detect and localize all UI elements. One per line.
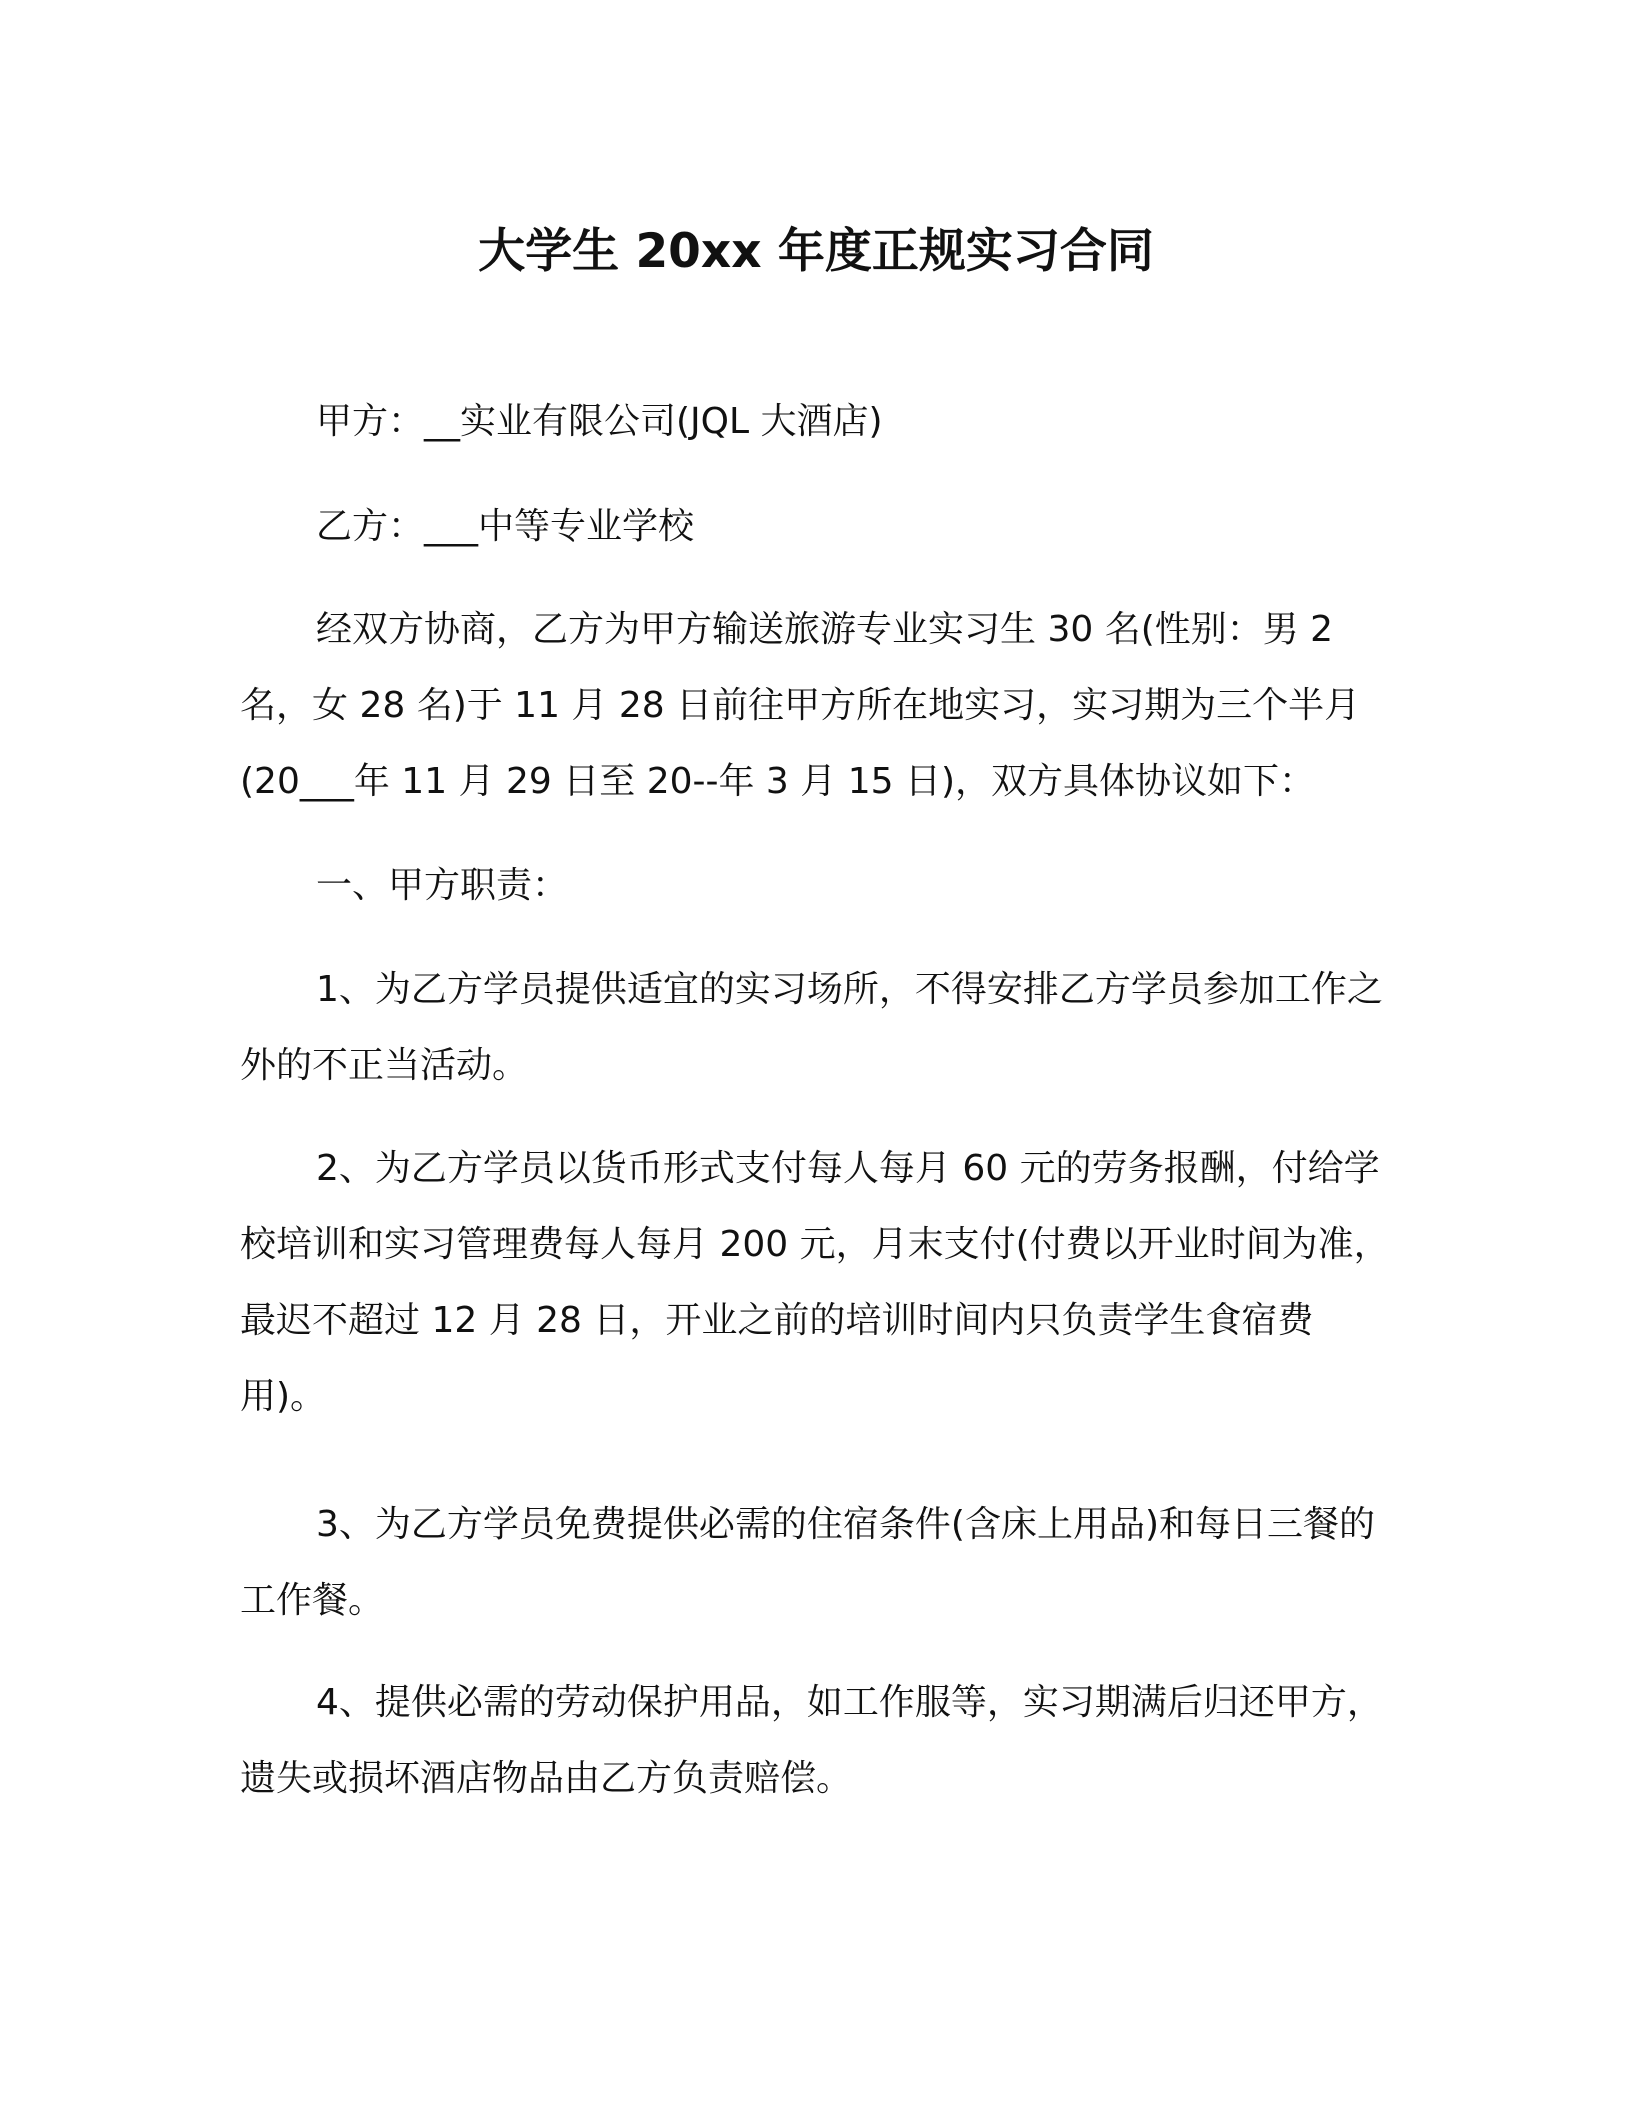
duty-item-3: 3、为乙方学员免费提供必需的住宿条件(含床上用品)和每日三餐的工作餐。 bbox=[240, 1504, 1375, 1621]
section-heading-party-a-duties: 一、甲方职责： bbox=[316, 865, 569, 906]
duty-item-1: 1、为乙方学员提供适宜的实习场所，不得安排乙方学员参加工作之外的不正当活动。 bbox=[240, 969, 1383, 1086]
document-title: 大学生 20xx 年度正规实习合同 bbox=[478, 224, 1154, 279]
duty-item-4: 4、提供必需的劳动保护用品，如工作服等，实习期满后归还甲方，遗失或损坏酒店物品由乙方负责赔偿。 bbox=[240, 1682, 1383, 1799]
intro-paragraph: 经双方协商，乙方为甲方输送旅游专业实习生 30 名(性别：男 2 名，女 28 名)于 11 月 28 日前往甲方所在地实习，实习期为三个半月(20___年 11 月 29 日至 20--年 3 月 15 日)，双方具体协议如下： bbox=[240, 609, 1361, 802]
duty-item-2: 2、为乙方学员以货币形式支付每人每月 60 元的劳务报酬，付给学校培训和实习管理费每人每月 200 元，月末支付(付费以开业时间为准，最迟不超过 12 月 28 日，开业之前的培训时间内只负责学生食宿费用)。 bbox=[240, 1148, 1390, 1417]
party-b-line: 乙方：___中等专业学校 bbox=[316, 506, 695, 547]
party-a-line: 甲方：__实业有限公司(JQL 大酒店) bbox=[316, 401, 883, 442]
